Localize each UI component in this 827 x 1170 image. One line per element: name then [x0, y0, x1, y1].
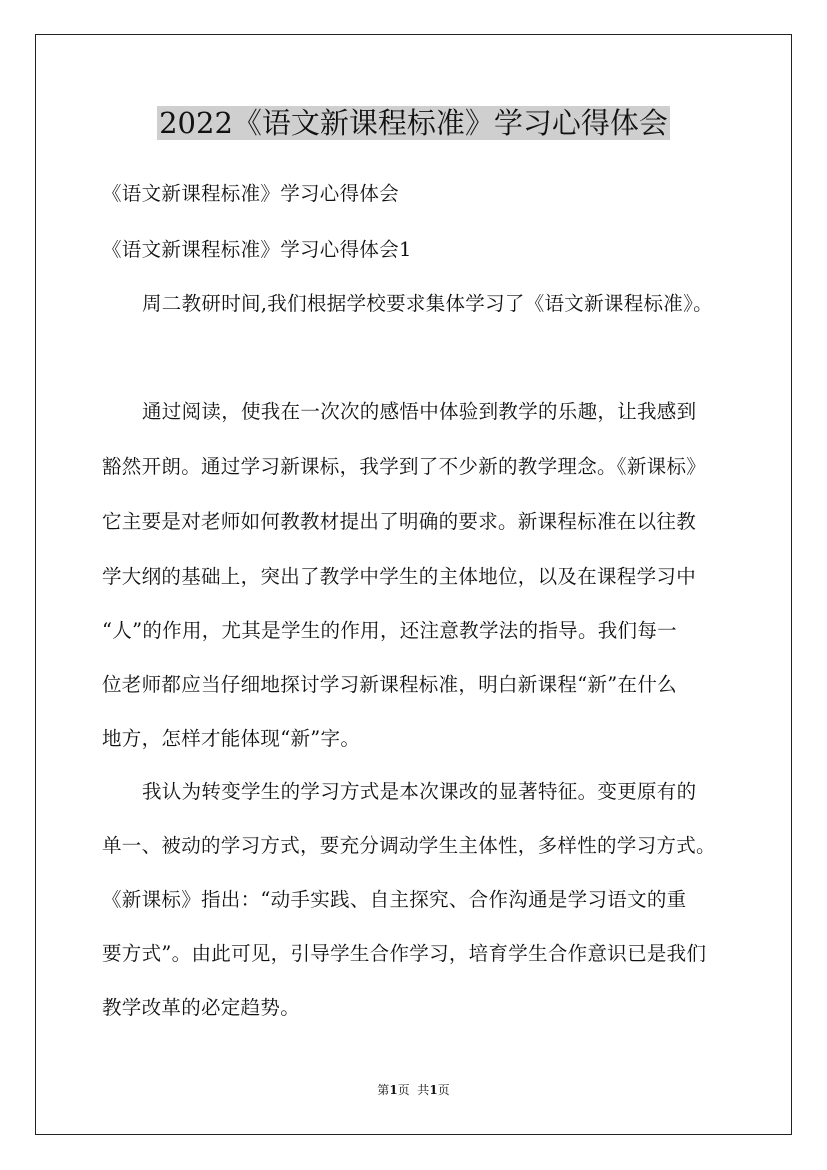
subtitle: 《语文新课程标准》学习心得体会 [102, 182, 400, 205]
paragraph-line: 地方，怎样才能体现“新”字。 [102, 727, 361, 750]
paragraph-line: 《新课标》指出：“动手实践、自主探究、合作沟通是学习语文的重 [102, 888, 687, 911]
paragraph-line: 通过阅读，使我在一次次的感悟中体验到教学的乐趣，让我感到 [142, 400, 697, 423]
paragraph-line: 要方式”。由此可见，引导学生合作学习，培育学生合作意识已是我们 [102, 942, 707, 965]
footer-page-suffix: 页 [437, 1083, 450, 1097]
footer-page-mid: 页 共 [397, 1083, 430, 1097]
section-heading: 《语文新课程标准》学习心得体会1 [102, 238, 412, 261]
document-title-text: 2022《语文新课程标准》学习心得体会 [159, 106, 668, 140]
footer-page-number: 1 [389, 1083, 398, 1097]
footer-page-prefix: 第 [377, 1083, 390, 1097]
footer-total-pages: 1 [429, 1083, 438, 1097]
paragraph-line: 位老师都应当仔细地探讨学习新课程标准，明白新课程“新”在什么 [102, 673, 677, 696]
paragraph-line: 我认为转变学生的学习方式是本次课改的显著特征。变更原有的 [142, 780, 697, 803]
paragraph-line: 豁然开朗。通过学习新课标，我学到了不少新的教学理念。《新课标》 [102, 455, 707, 478]
page-footer [0, 1082, 827, 1098]
paragraph-line: “人”的作用，尤其是学生的作用，还注意教学法的指导。我们每一 [102, 619, 677, 642]
paragraph-line: 学大纲的基础上，突出了教学中学生的主体地位，以及在课程学习中 [102, 565, 697, 588]
paragraph-line: 单一、被动的学习方式，要充分调动学生主体性，多样性的学习方式。 [102, 834, 716, 857]
document-title [0, 98, 827, 148]
paragraph-line: 它主要是对老师如何教教材提出了明确的要求。新课程标准在以往教 [102, 510, 697, 533]
paragraph-line: 周二教研时间,我们根据学校要求集体学习了《语文新课程标准》。 [142, 292, 713, 315]
paragraph-line: 教学改革的必定趋势。 [102, 996, 301, 1019]
